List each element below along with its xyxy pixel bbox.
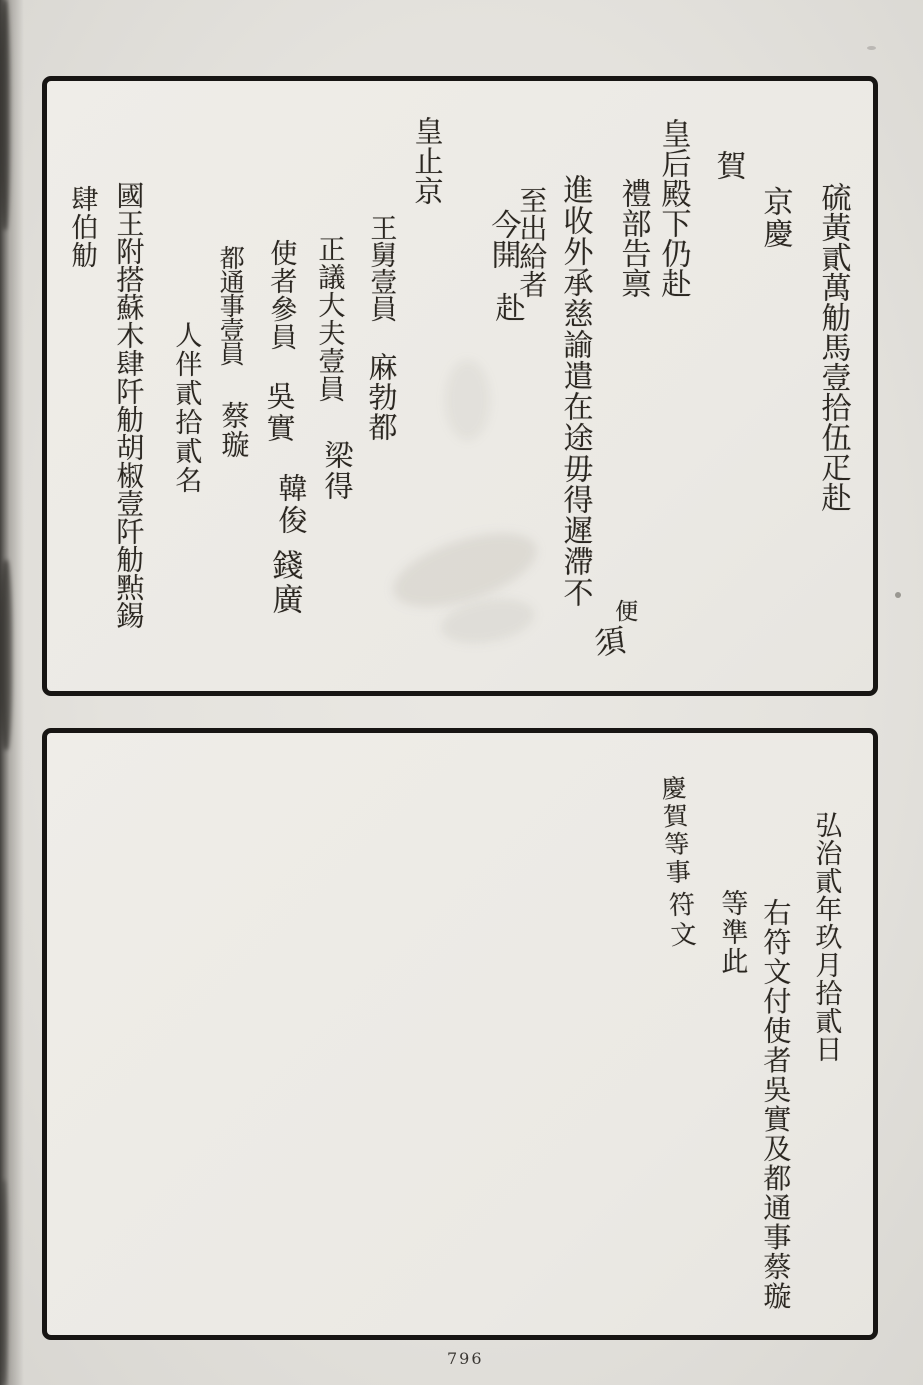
paper-speck bbox=[867, 46, 876, 50]
capital-raised-column: 京慶 bbox=[757, 186, 793, 250]
inserted-small-char: 便 bbox=[611, 599, 638, 622]
lower-document-frame bbox=[42, 728, 878, 1340]
edict-clause-column: 進收外承慈諭遣在途毋得遲滯不 bbox=[557, 174, 593, 608]
date-column: 弘治貳年玖月拾貳日 bbox=[810, 811, 842, 1063]
issue-clause-column: 至出給者 bbox=[515, 186, 549, 298]
ministry-of-rites-column: 禮部告禀 bbox=[615, 178, 651, 298]
gutter-dark-blob bbox=[0, 0, 10, 230]
must-char: 須 bbox=[586, 623, 627, 660]
interpreter-name: 蔡璇 bbox=[217, 401, 251, 459]
list-opener-column: 今開 bbox=[485, 209, 521, 269]
dafu-name: 梁得 bbox=[320, 440, 355, 502]
interpreter-title: 都通事壹員 bbox=[216, 245, 246, 365]
attendants-column: 人伴貳拾貳名 bbox=[170, 321, 202, 495]
empress-honorific-column: 皇后殿下仍赴 bbox=[655, 118, 691, 298]
go-char: 赴 bbox=[489, 292, 525, 322]
envoy-name-3: 錢廣 bbox=[266, 549, 303, 617]
tribute-goods-column: 硫黃貳萬觔馬壹拾伍疋赴 bbox=[815, 182, 851, 512]
doctype-label: 符文 bbox=[663, 890, 697, 952]
envoy-name-2: 韓俊 bbox=[274, 473, 309, 537]
approval-column: 等準此 bbox=[716, 889, 748, 976]
category-label: 慶賀等事 bbox=[657, 774, 693, 888]
royal-uncle-title: 王舅壹員 bbox=[365, 214, 397, 322]
congratulate-char: 賀 bbox=[710, 150, 746, 180]
cargo-continued-column: 肆伯觔 bbox=[66, 185, 98, 269]
dafu-title: 正議大夫壹員 bbox=[313, 235, 345, 403]
king-cargo-column: 國王附搭蘇木肆阡觔胡椒壹阡觔㸃錫 bbox=[112, 181, 146, 629]
imperial-capital-column: 皇止京 bbox=[410, 116, 445, 206]
gutter-dark-blob bbox=[0, 1180, 8, 1385]
royal-uncle-name: 麻勃都 bbox=[364, 352, 399, 442]
attestation-column: 右符文付使者吳實及都通事蔡璇 bbox=[759, 898, 793, 1311]
envoy-name-1: 吳實 bbox=[262, 381, 297, 445]
envoy-title: 使者參員 bbox=[265, 239, 297, 351]
gutter-dark-blob bbox=[0, 560, 12, 750]
ink-smudge bbox=[445, 360, 490, 440]
page-number: 796 bbox=[447, 1349, 484, 1368]
paper-speck bbox=[895, 592, 901, 598]
